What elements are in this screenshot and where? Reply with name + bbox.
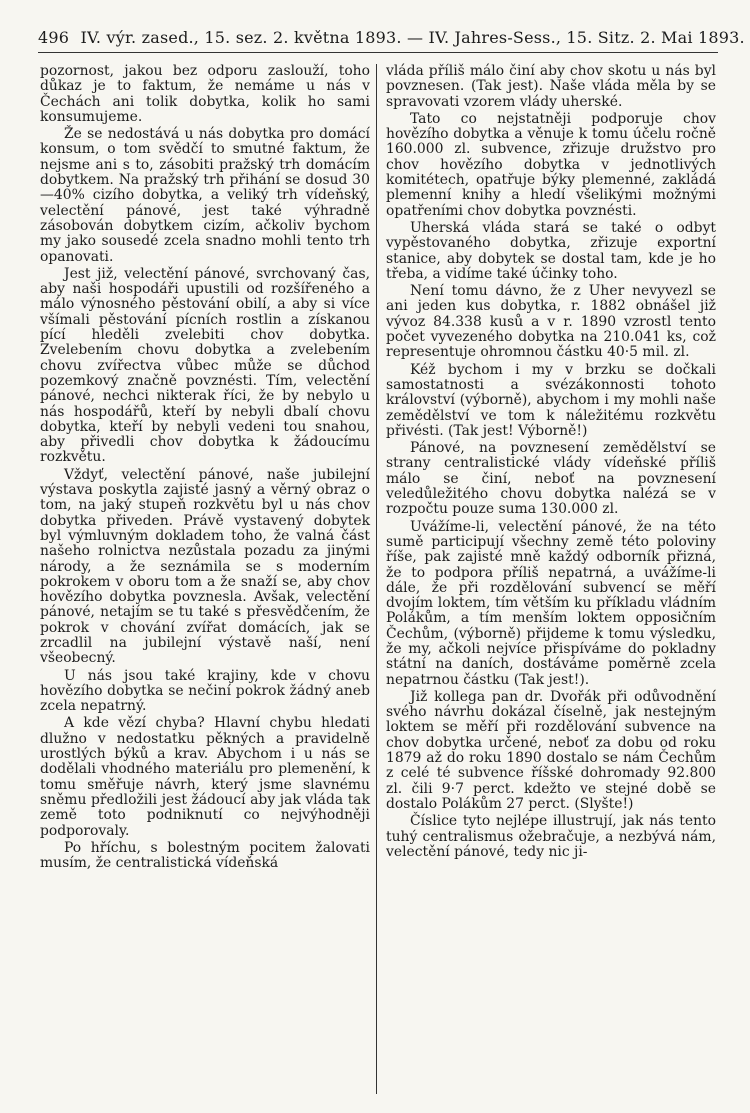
paragraph: vláda příliš málo činí aby chov skotu u nás byl povznesen. (Tak jest). Naše vláda měla by se spravovati vzorem vlády uherské. [386, 63, 716, 110]
paragraph: Jest již, velectění pánové, svrchovaný čas, aby naši hospodáři upustili od rozšířeného a málo výnosného pěstování obilí, a aby si více všímali pěstování pícních rostlin a získanou pící hleděli zvelebiti chov dobytka. Zvelebením chovu dobytka a zvelebením chovu zvířectva vůbec může se důchod pozemkový značně povznésti. Tím, velectění pánové, nechci nikterak říci, že by nebylo u nás hospodářů, kteří by nebyli dbalí chovu dobytka, kteří by nebyli vedeni tou snahou, aby přivedli chov dobytka k žádoucímu rozkvětu. [40, 265, 370, 466]
column-divider [376, 64, 377, 1094]
paragraph: Vždyť, velectění pánové, naše jubilejní výstava poskytla zajisté jasný a věrný obraz o tom, na jaký stupeň rozkvětu byl u nás chov dobytka přiveden. Právě vystavený dobytek byl výmluvným dokladem toho, že valná část našeho rolnictva nezůstala pozadu za jinými národy, a že seznámila se s moderním pokrokem v oboru tom a že snaží se, aby chov hovězího dobytka povznesla. Avšak, velectění pánové, netajím se tu také s přesvědčením, že pokrok v chování zvířat domácích, jak se zrcadlil na jubilejní výstavě naší, není všeobecný. [40, 466, 370, 667]
running-title: IV. výr. zased., 15. sez. 2. května 1893. — IV. Jahres-Sess., 15. Sitz. 2. Mai 1893. [80, 28, 745, 47]
paragraph: Po hříchu, s bolestným pocitem žalovati musím, že centralistická vídeňská [40, 839, 370, 872]
paragraph: Uherská vláda stará se také o odbyt vypěstovaného dobytka, zřizuje exportní stanice, aby dobytek se dostal tam, kde je ho třeba, a vidíme také účinky toho. [386, 219, 716, 282]
paragraph: Že se nedostává u nás dobytka pro domácí konsum, o tom svědčí to smutné faktum, že nejsme ani s to, zásobiti pražský trh domácím dobytkem. Na pražský trh přihání se dosud 30—40% cizího dobytka, a veliký trh vídeňský, velectění pánové, jest také výhradně zásobován dobytkem cizím, ačkoliv bychom my jako sousedé zcela snadno mohli tento trh opanovati. [40, 126, 370, 265]
paragraph: Není tomu dávno, že z Uher nevyvezl se ani jeden kus dobytka, r. 1882 obnášel již vývoz 84.338 kusů a v r. 1890 vzrostl tento počet vyvezeného dobytka na 210.041 ks, což representuje ohromnou částku 40·5 mil. zl. [386, 283, 716, 361]
running-header [38, 28, 745, 47]
paragraph: Tato co nejstatněji podporuje chov hovězího dobytka a věnuje k tomu účelu ročně 160.000 zl. subvence, zřizuje družstvo pro chov hovězího dobytka v jednotlivých komitétech, opatřuje býky plemenné, zakládá plemenní knihy a hledí všelikými možnými opatřeními chov dobytka povznésti. [386, 110, 716, 219]
paragraph: Uvážíme-li, velectění pánové, že na této sumě participují všechny země této poloviny říše, pak zajisté mně každý odborník přizná, že to podpora příliš nepatrná, a uvážíme-li dále, že při rozdělování subvencí se měří dvojím loktem, tím větším ku příkladu vládním Polákům, a tím menším loktem opposičním Čechům, (výborně) přijdeme k tomu výsledku, že my, ačkoli nejvíce přispíváme do pokladny státní na daních, dostáváme poměrně zcela nepatrnou částku (Tak jest!). [386, 518, 716, 688]
paragraph: U nás jsou také krajiny, kde v chovu hovězího dobytka se nečiní pokrok žádný aneb zcela nepatrný. [40, 667, 370, 715]
paragraph: Kéž bychom i my v brzku se dočkali samostatnosti a svézákonnosti tohoto království (výborně), abychom i my mohli naše zemědělství ve tom k náležitému rozkvětu přivésti. (Tak jest! Výborně!) [386, 361, 716, 439]
left-column [40, 64, 370, 873]
paragraph: pozornost, jakou bez odporu zaslouží, toho důkaz je to faktum, že nemáme u nás v Čechách ani tolik dobytka, kolik ho sami konsumujeme. [40, 63, 370, 125]
paragraph: Pánové, na povznesení zemědělství se strany centralistické vlády vídeňské příliš málo se činí, neboť na povznesení veledůležitého chovu dobytka nalézá se v rozpočtu pouze suma 130.000 zl. [386, 440, 716, 518]
header-rule [38, 52, 718, 53]
right-column [386, 64, 716, 862]
paragraph: A kde vězí chyba? Hlavní chybu hledati dlužno v nedostatku pěkných a pravidelně urostlých býků a krav. Abychom i u nás se dodělali vhodného materiálu pro plemenění, k tomu směřuje návrh, který jsme slavnému sněmu předložili jest žádoucí aby jak vláda tak země toto podniknutí co nejvýhodněji podporovaly. [40, 715, 370, 839]
page-number: 496 [38, 28, 70, 47]
paragraph: Již kollega pan dr. Dvořák při odůvodnění svého návrhu dokázal číselně, jak nestejným loktem se měří při rozdělování subvence na chov dobytka určené, neboť za dobu od roku 1879 až do roku 1890 dostalo se nám Čechům z celé té subvence říšské dohromady 92.800 zl. čili 9·7 perct. kdežto ve stejné době se dostalo Polákům 27 perct. (Slyšte!) [386, 688, 716, 812]
paragraph: Číslice tyto nejlépe illustrují, jak nás tento tuhý centralismus ožebračuje, a nezbývá nám, velectění pánové, tedy nic ji- [386, 813, 716, 860]
